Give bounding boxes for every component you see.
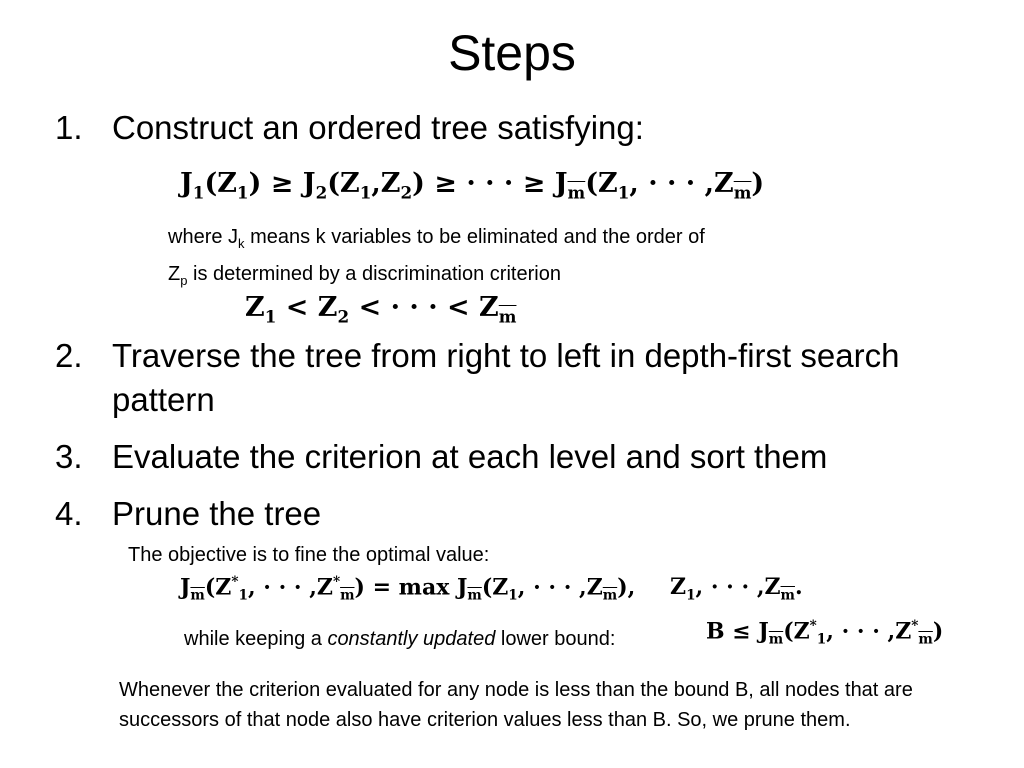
step-3-number: 3. xyxy=(55,438,83,475)
prune-explanation: Whenever the criterion evaluated for any node is less than the bound B, all nodes that are successors of that node also have criterion values less than B. So, we prune them. xyxy=(119,679,913,731)
lower-bound-formula: $B \le J_{\overline{m}}(Z^*_1$, · · · $,Z^*_{\overline{m}}$) xyxy=(706,618,944,648)
step-3-text: Evaluate the criterion at each level and sort them xyxy=(112,438,828,475)
ordering-inequality-formula: $J_1(Z_1) \ge J_2(Z_1,Z_2)$ ≥ · · · ≥ $J_{\overline{m}}(Z_1$, · · · $,Z_{\overline{m}}$) xyxy=(180,168,765,203)
objective-intro: The objective is to fine the optimal value: xyxy=(128,544,490,566)
step-1-number: 1. xyxy=(55,109,83,146)
variables-formula: $Z_1$, · · · $,Z_{\overline{m}}$. xyxy=(670,574,803,604)
slide-title: Steps xyxy=(448,25,576,81)
objective-formula: $J_{\overline{m}}(Z^*_1$, · · · $,Z^*_{\overline{m}}) = \max J_{\overline{m}}(Z_1$, · · · $,Z_{\overline{m}}$), xyxy=(180,574,636,604)
variable-elimination-note: where $J_k$ means k variables to be eliminated and the order of $Z_p$ is determined by a discrimination criterion xyxy=(168,226,705,288)
step-2-number: 2. xyxy=(55,337,83,374)
step-4-text: Prune the tree xyxy=(112,495,322,532)
order-formula: $Z_1 < Z_2$ < · · · < $Z_{\overline{m}}$ xyxy=(245,292,517,327)
step-1-text: Construct an ordered tree satisfying: xyxy=(112,109,644,146)
lower-bound-note: while keeping a constantly updated lower bound: xyxy=(184,628,616,650)
step-2-text: Traverse the tree from right to left in depth-first search pattern xyxy=(112,337,900,418)
step-4-number: 4. xyxy=(55,495,83,532)
